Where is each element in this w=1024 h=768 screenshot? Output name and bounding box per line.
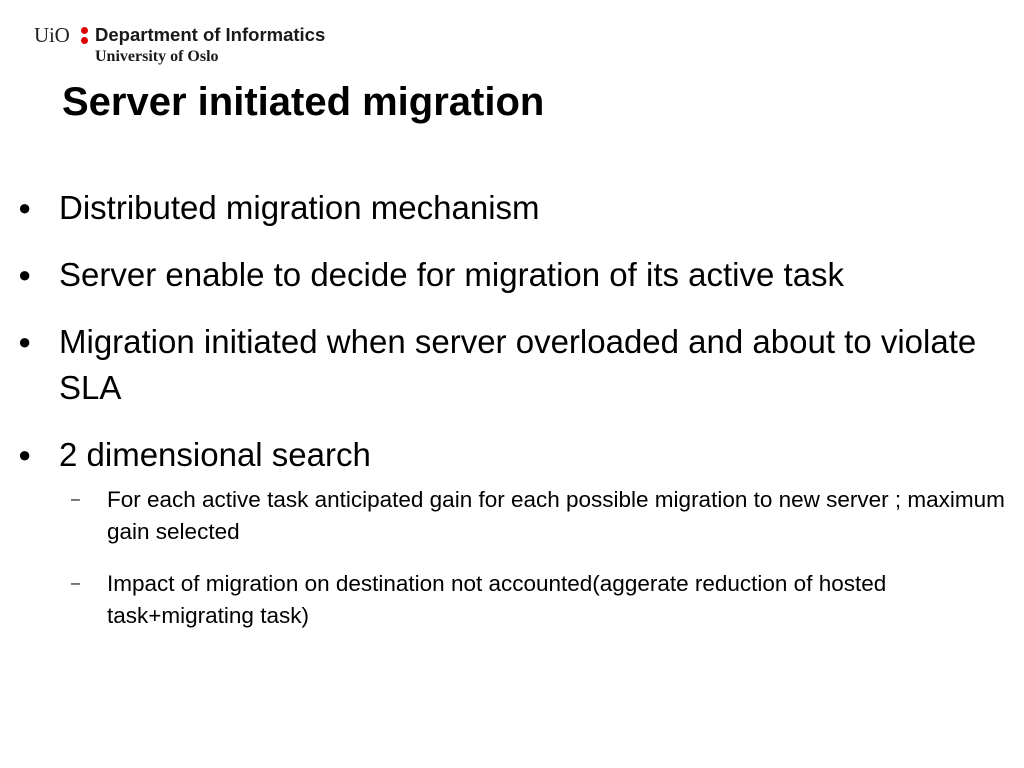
bullet-item (0, 185, 1014, 231)
bullet-marker-icon: ● (18, 195, 32, 220)
bullet-item (0, 252, 1014, 298)
logo-uio-text: UiO (34, 23, 70, 47)
logo-dot-top (81, 27, 88, 34)
bullet-item (0, 319, 1014, 411)
sub-bullet-text: For each active task anticipated gain for each possible migration to new server ; maximum gain selected (107, 487, 1005, 544)
bullet-marker-icon: ● (18, 442, 32, 467)
department-name: Department of Informatics (95, 24, 326, 45)
dash-marker-icon: – (71, 491, 80, 508)
bullet-text: Distributed migration mechanism (59, 189, 540, 226)
logo-colon-icon (81, 25, 88, 45)
uio-logo (34, 22, 374, 70)
bullet-marker-icon: ● (18, 262, 32, 287)
dash-marker-icon: – (71, 575, 80, 592)
university-name: University of Oslo (95, 48, 219, 65)
bullet-marker-icon: ● (18, 329, 32, 354)
bullet-text: 2 dimensional search (59, 436, 371, 473)
sub-bullet-item (71, 484, 1012, 548)
slide-title: Server initiated migration (62, 80, 545, 124)
bullet-list (0, 185, 1024, 653)
sub-bullet-item (71, 568, 1012, 632)
sub-bullet-text: Impact of migration on destination not accounted(aggerate reduction of hosted task+migrating task) (107, 571, 887, 628)
bullet-item (0, 432, 1014, 632)
logo-dot-bottom (81, 37, 88, 44)
bullet-text: Migration initiated when server overloaded and about to violate SLA (59, 323, 977, 406)
bullet-text: Server enable to decide for migration of its active task (59, 256, 845, 293)
sub-bullet-list (59, 484, 1014, 632)
